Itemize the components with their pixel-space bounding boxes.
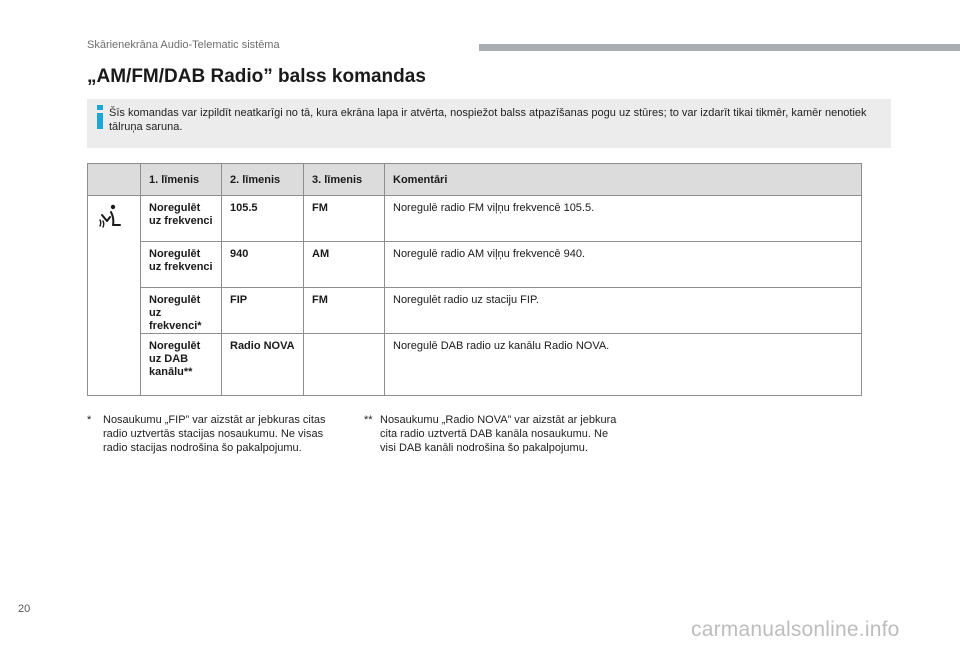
info-icon bbox=[94, 105, 106, 129]
page-heading: „AM/FM/DAB Radio” balss komandas bbox=[87, 66, 426, 87]
cell-level2: 940 bbox=[222, 242, 304, 288]
info-box bbox=[87, 99, 891, 148]
cell-level1: Noregulēt uz frekvenci bbox=[141, 196, 222, 242]
cell-level1: Noregulēt uz frekvenci bbox=[141, 242, 222, 288]
cell-level2: 105.5 bbox=[222, 196, 304, 242]
table-row bbox=[88, 242, 862, 288]
cell-level3: FM bbox=[304, 196, 385, 242]
info-text: Šīs komandas var izpildīt neatkarīgi no tā, kura ekrāna lapa ir atvērta, nospiežot balss atpazīšanas pogu uz stūres; to var izdarīt tikai tikmēr, kamēr nenotiek tālruņa saruna. bbox=[109, 107, 867, 133]
cell-level1: Noregulēt uz DAB kanālu** bbox=[141, 334, 222, 396]
cell-level2: Radio NOVA bbox=[222, 334, 304, 396]
cell-comment: Noregulēt radio uz staciju FIP. bbox=[385, 288, 862, 334]
voice-command-icon bbox=[97, 203, 123, 229]
cell-comment: Noregulē radio AM viļņu frekvencē 940. bbox=[385, 242, 862, 288]
cell-level3: FM bbox=[304, 288, 385, 334]
watermark: carmanualsonline.info bbox=[691, 618, 900, 641]
footnote-mark: ** bbox=[364, 414, 373, 426]
cell-level2: FIP bbox=[222, 288, 304, 334]
column-header-comments: Komentāri bbox=[385, 164, 862, 196]
section-title: Skārienekrāna Audio-Telematic sistēma bbox=[87, 39, 280, 51]
footnote-text: Nosaukumu „Radio NOVA” var aizstāt ar jebkura cita radio uztvertā DAB kanāla nosaukumu. Ne visi DAB kanāli nodrošina šo pakalpojumu. bbox=[380, 414, 617, 454]
header-bar bbox=[479, 44, 960, 51]
table-header-row bbox=[88, 164, 862, 196]
cell-comment: Noregulē DAB radio uz kanālu Radio NOVA. bbox=[385, 334, 862, 396]
header-icon-cell bbox=[88, 164, 141, 196]
cell-comment: Noregulē radio FM viļņu frekvencē 105.5. bbox=[385, 196, 862, 242]
cell-level1: Noregulēt uz frekvenci* bbox=[141, 288, 222, 334]
table-row bbox=[88, 196, 862, 242]
footnote-mark: * bbox=[87, 414, 92, 426]
footnote-text: Nosaukumu „FIP” var aizstāt ar jebkuras citas radio uztvertās stacijas nosaukumu. Ne visas radio stacijas nodrošina šo pakalpojumu. bbox=[103, 414, 326, 454]
column-header-level3: 3. līmenis bbox=[304, 164, 385, 196]
column-header-level2: 2. līmenis bbox=[222, 164, 304, 196]
voice-commands-table bbox=[87, 163, 862, 396]
table-row bbox=[88, 334, 862, 396]
cell-level3 bbox=[304, 334, 385, 396]
page-number: 20 bbox=[18, 603, 31, 615]
cell-level3: AM bbox=[304, 242, 385, 288]
column-header-level1: 1. līmenis bbox=[141, 164, 222, 196]
table-row bbox=[88, 288, 862, 334]
